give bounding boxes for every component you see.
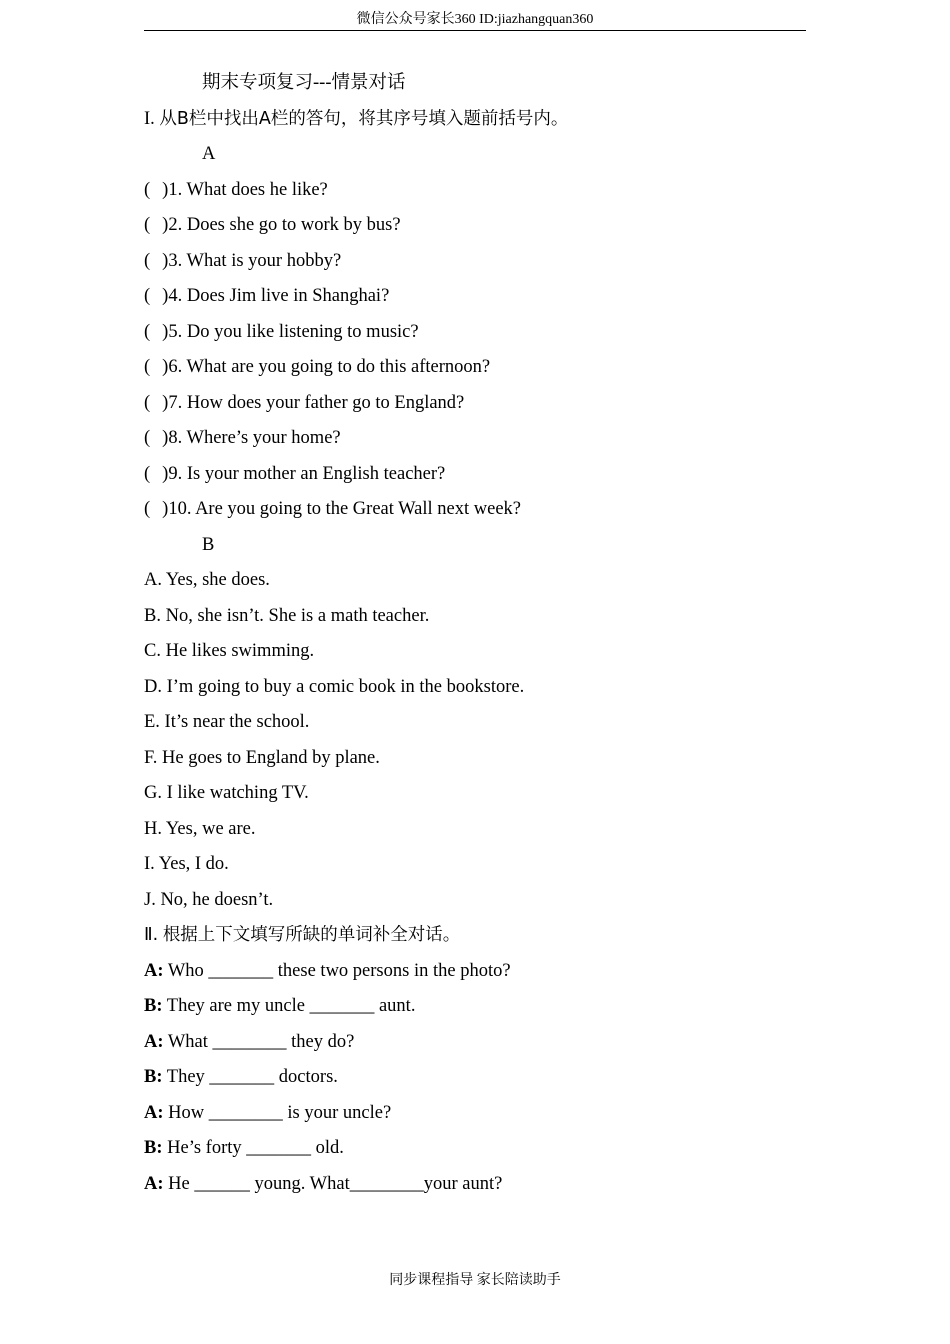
answer-bracket[interactable]: ( ) — [144, 321, 169, 342]
question-text: 4. Does Jim live in Shanghai? — [168, 286, 390, 306]
question-row — [144, 386, 824, 422]
question-row — [144, 421, 824, 457]
speaker-label: B: — [144, 1067, 163, 1087]
question-text: 6. What are you going to do this afternoon? — [168, 357, 491, 377]
answer-option: B. No, she isn’t. She is a math teacher. — [144, 605, 430, 626]
question-text: 7. How does your father go to England? — [168, 392, 465, 413]
answer-option: F. He goes to England by plane. — [144, 747, 380, 768]
question-row — [144, 244, 824, 280]
dialogue-line — [144, 989, 824, 1025]
answer-bracket[interactable]: ( ) — [144, 392, 169, 413]
answer-option: H. Yes, we are. — [144, 818, 256, 839]
speaker-label: A: — [144, 1031, 164, 1052]
section1-numeral: I. — [144, 108, 155, 129]
question-row — [144, 457, 824, 493]
page-footer: 同步课程指导 家长陪读助手 — [389, 1273, 561, 1288]
worksheet — [144, 66, 824, 1202]
question-row — [144, 173, 824, 209]
answer-list — [144, 563, 824, 918]
dialogue-line — [144, 1131, 824, 1167]
question-text: 5. Do you like listening to music? — [168, 321, 419, 342]
answer-option: G. I like watching TV. — [144, 783, 309, 803]
column-a-label: A — [202, 144, 216, 164]
column-b-label: B — [202, 534, 215, 555]
question-row — [144, 492, 824, 528]
worksheet-title: 期末专项复习---情景对话 — [202, 73, 406, 93]
dialogue-text[interactable]: How ________ is your uncle? — [168, 1102, 392, 1123]
answer-bracket[interactable]: ( ) — [144, 215, 169, 235]
section1-heading — [144, 102, 824, 138]
question-text: 9. Is your mother an English teacher? — [168, 463, 446, 484]
dialogue-line — [144, 1096, 824, 1132]
dialogue-text[interactable]: He’s forty _______ old. — [167, 1138, 344, 1158]
dialogue-line — [144, 954, 824, 990]
section1-instruction: 从B栏中找出A栏的答句，将其序号填入题前括号内。 — [159, 108, 569, 129]
answer-bracket[interactable]: ( ) — [144, 250, 169, 271]
question-row — [144, 208, 824, 244]
answer-option: I. Yes, I do. — [144, 854, 229, 874]
section2-instruction: 根据上下文填写所缺的单词补全对话。 — [162, 925, 461, 945]
dialogue-line — [144, 1025, 824, 1061]
dialogue-line — [144, 1060, 824, 1096]
dialogue-line — [144, 1167, 824, 1203]
speaker-label: A: — [144, 960, 164, 981]
answer-bracket[interactable]: ( ) — [144, 428, 169, 448]
speaker-label: B: — [144, 1138, 163, 1158]
answer-option: C. He likes swimming. — [144, 641, 315, 661]
answer-option: D. I’m going to buy a comic book in the bookstore. — [144, 676, 525, 697]
answer-option: A. Yes, she does. — [144, 570, 270, 590]
answer-bracket[interactable]: ( ) — [144, 179, 169, 200]
question-text: 3. What is your hobby? — [168, 250, 342, 271]
question-row — [144, 350, 824, 386]
speaker-label: A: — [144, 1173, 164, 1194]
question-text: 2. Does she go to work by bus? — [168, 215, 401, 235]
section2-numeral: Ⅱ. — [144, 925, 159, 945]
answer-bracket[interactable]: ( ) — [144, 286, 169, 306]
dialogue-text[interactable]: They are my uncle _______ aunt. — [166, 996, 416, 1016]
page-header: 微信公众号家长360 ID:jiazhangquan360 — [144, 10, 806, 31]
question-text: 8. Where’s your home? — [168, 428, 341, 448]
answer-option: E. It’s near the school. — [144, 712, 310, 732]
dialogue-list — [144, 954, 824, 1203]
question-list — [144, 173, 824, 528]
question-text: 1. What does he like? — [168, 179, 328, 200]
dialogue-text[interactable]: Who _______ these two persons in the photo? — [167, 960, 511, 981]
dialogue-text[interactable]: They _______ doctors. — [166, 1067, 338, 1087]
dialogue-text[interactable]: He ______ young. What________your aunt? — [168, 1173, 503, 1194]
answer-bracket[interactable]: ( ) — [144, 499, 169, 519]
speaker-label: A: — [144, 1102, 164, 1123]
answer-bracket[interactable]: ( ) — [144, 357, 169, 377]
question-row — [144, 279, 824, 315]
question-text: 10. Are you going to the Great Wall next week? — [168, 499, 521, 519]
section2-heading — [144, 918, 824, 954]
answer-option: J. No, he doesn’t. — [144, 889, 274, 910]
dialogue-text[interactable]: What ________ they do? — [167, 1031, 355, 1052]
answer-bracket[interactable]: ( ) — [144, 463, 169, 484]
question-row — [144, 315, 824, 351]
speaker-label: B: — [144, 996, 163, 1016]
